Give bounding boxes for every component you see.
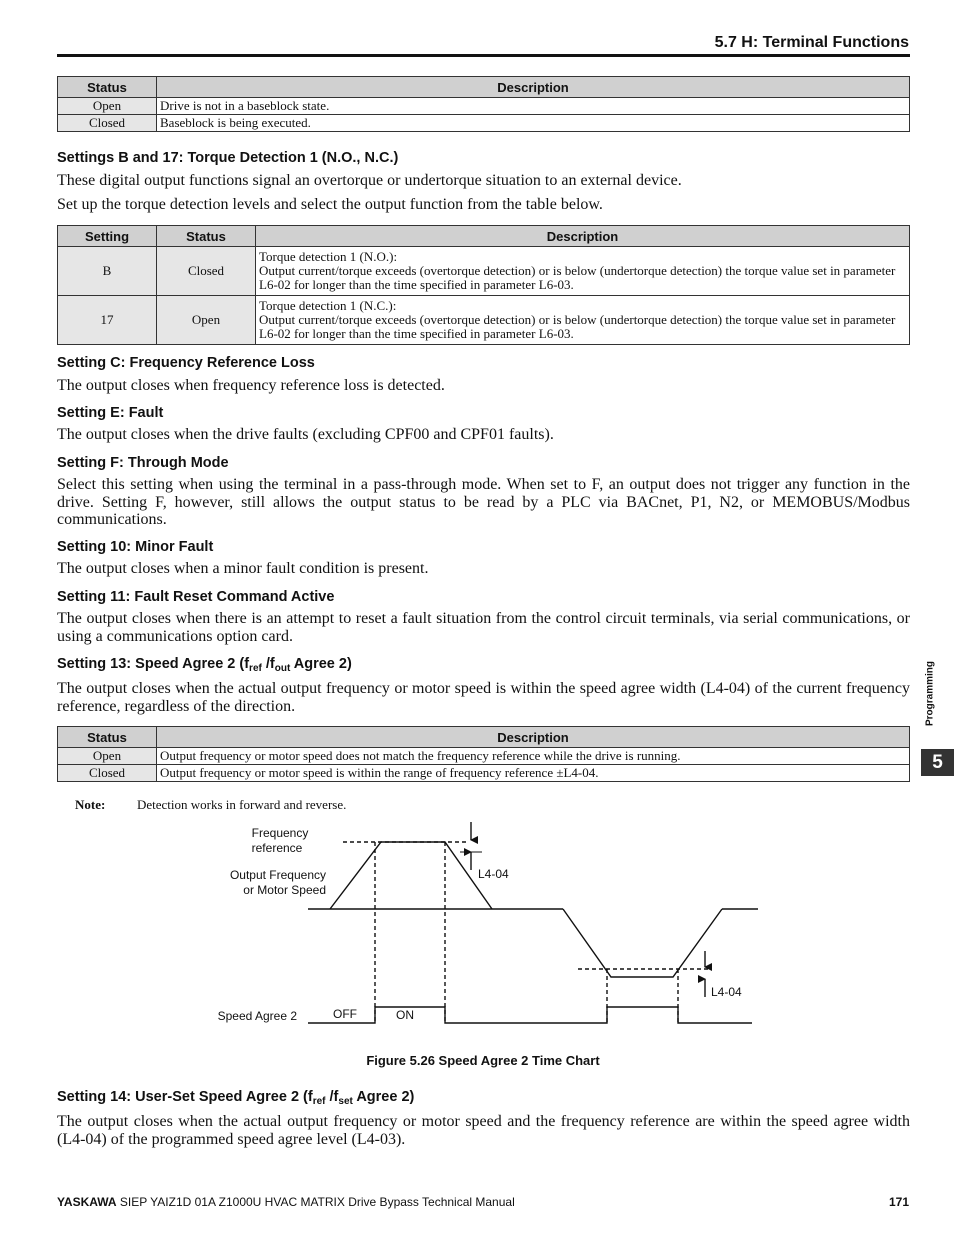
header-rule xyxy=(57,54,910,57)
table-row xyxy=(58,115,910,132)
footer-doc-title: YASKAWA SIEP YAIZ1D 01A Z1000U HVAC MATRIX Drive Bypass Technical Manual xyxy=(57,1195,515,1209)
description-cell: Drive is not in a baseblock state. xyxy=(157,98,910,115)
column-header: Description xyxy=(256,226,910,247)
note-text: Detection works in forward and reverse. xyxy=(137,797,347,812)
page-number: 171 xyxy=(888,1195,909,1209)
setting-c-heading: Setting C: Frequency Reference Loss xyxy=(57,355,315,371)
speed-agree-status-table xyxy=(57,726,910,782)
output-frequency-reverse xyxy=(563,909,722,977)
torque-heading: Settings B and 17: Torque Detection 1 (N.O., N.C.) xyxy=(57,150,399,166)
status-cell: Open xyxy=(157,296,256,345)
label-frequency-ref-2: reference xyxy=(251,841,303,855)
table-row xyxy=(58,296,910,345)
description-cell xyxy=(256,247,910,296)
table-row xyxy=(58,98,910,115)
label-off: OFF xyxy=(333,1007,357,1021)
setting-11-text: The output closes when there is an attempt to reset a fault situation from the control circuit terminals, via serial communications, or using a communications option card. xyxy=(57,610,910,645)
status-cell: Closed xyxy=(58,765,157,782)
setting-c-text: The output closes when frequency reference loss is detected. xyxy=(57,377,445,394)
setting-f-text: Select this setting when using the terminal in a pass-through mode. When set to F, an output does not trigger any function in the drive. Setting F, however, still allows the output status to be read by a PLC via BACnet, P1, N2, or MEMOBUS/Modbus communications. xyxy=(57,476,910,528)
label-l404-top: L4-04 xyxy=(478,867,509,881)
description-cell: Baseblock is being executed. xyxy=(157,115,910,132)
label-frequency-ref-1: Frequency xyxy=(251,826,309,840)
column-header: Status xyxy=(58,77,157,98)
label-l404-bottom: L4-04 xyxy=(711,985,742,999)
torque-para-1: These digital output functions signal an overtorque or undertorque situation to an external device. xyxy=(57,172,682,189)
setting-14-heading: Setting 14: User-Set Speed Agree 2 ($f_{ref}$ $/f_{set}$ Agree 2) xyxy=(57,1089,415,1107)
column-header: Status xyxy=(157,226,256,247)
label-on: ON xyxy=(396,1008,414,1022)
description-cell: Output frequency or motor speed is within the range of frequency reference ±L4-04. xyxy=(157,765,910,782)
speed-agree-time-chart xyxy=(0,810,954,1050)
setting-13-heading: Setting 13: Speed Agree 2 ($f_{ref}$ $/f_{out}$ Agree 2) xyxy=(57,656,352,674)
note-label: Note: xyxy=(75,797,106,812)
description-cell: Output frequency or motor speed does not match the frequency reference while the drive is running. xyxy=(157,748,910,765)
label-speed-agree: Speed Agree 2 xyxy=(217,1009,297,1023)
setting-f-heading: Setting F: Through Mode xyxy=(57,455,229,471)
section-title: 5.7 H: Terminal Functions xyxy=(714,34,909,51)
column-header: Setting xyxy=(58,226,157,247)
status-cell: Closed xyxy=(58,115,157,132)
table-row xyxy=(58,247,910,296)
setting-10-text: The output closes when a minor fault condition is present. xyxy=(57,560,429,577)
footer-brand: YASKAWA xyxy=(57,1195,117,1209)
status-cell: Open xyxy=(58,748,157,765)
torque-detection-table xyxy=(57,225,910,345)
side-section-label: Programming xyxy=(924,661,936,727)
setting-e-text: The output closes when the drive faults (excluding CPF00 and CPF01 faults). xyxy=(57,426,554,443)
status-cell: Open xyxy=(58,98,157,115)
setting-13-text: The output closes when the actual output frequency or motor speed is within the speed agree width (L4-04) of the current frequency reference, regardless of the direction. xyxy=(57,680,910,715)
setting-11-heading: Setting 11: Fault Reset Command Active xyxy=(57,589,335,605)
torque-para-2: Set up the torque detection levels and select the output function from the table below. xyxy=(57,196,603,213)
table-row xyxy=(58,748,910,765)
setting-cell: 17 xyxy=(58,296,157,345)
table-row xyxy=(58,765,910,782)
chapter-tab: 5 xyxy=(921,749,954,776)
column-header: Status xyxy=(58,727,157,748)
description-cell xyxy=(256,296,910,345)
column-header: Description xyxy=(157,727,910,748)
label-output-1: Output Frequency xyxy=(229,868,326,882)
setting-10-heading: Setting 10: Minor Fault xyxy=(57,539,214,555)
speed-agree-signal xyxy=(308,1007,752,1023)
description-title: Torque detection 1 (N.O.): xyxy=(259,249,398,264)
setting-cell: B xyxy=(58,247,157,296)
baseblock-status-table xyxy=(57,76,910,132)
status-cell: Closed xyxy=(157,247,256,296)
column-header: Description xyxy=(157,77,910,98)
setting-14-text: The output closes when the actual output frequency or motor speed and the frequency reference are within the speed agree width (L4-04) of the programmed speed agree level (L4-03). xyxy=(57,1113,910,1148)
setting-e-heading: Setting E: Fault xyxy=(57,405,164,421)
description-title: Torque detection 1 (N.C.): xyxy=(259,298,397,313)
description-body: Output current/torque exceeds (overtorque detection) or is below (undertorque detection) the torque value set in parameter L6-02 for longer than the time specified in parameter L6-03. xyxy=(259,312,896,341)
description-body: Output current/torque exceeds (overtorque detection) or is below (undertorque detection) the torque value set in parameter L6-02 for longer than the time specified in parameter L6-03. xyxy=(259,263,896,292)
figure-caption: Figure 5.26 Speed Agree 2 Time Chart xyxy=(366,1053,600,1068)
label-output-2: or Motor Speed xyxy=(243,883,326,897)
